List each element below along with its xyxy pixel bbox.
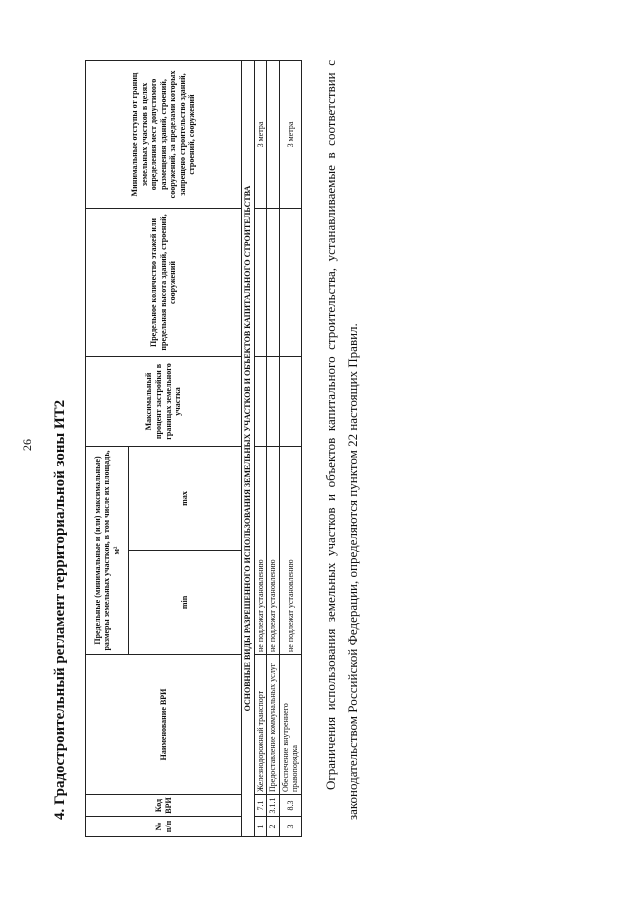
regulation-table: [85, 60, 302, 837]
row-percent: [279, 357, 301, 447]
row-percent: [267, 357, 280, 447]
row-floors: [254, 209, 267, 357]
header-setback: Минимальные отступы от границ земельных участков в целях определения мест допустимого размещения зданий, строений, сооружений, за пределами которых запрещено строительство зданий, строений, сооружений: [86, 61, 242, 209]
row-sizes: не подлежат установлению: [254, 447, 267, 655]
row-setback: 3 метра: [254, 61, 267, 209]
row-floors: [267, 209, 280, 357]
paragraph-text: Ограничения использования земельных участков и объектов капитального строительства, устанавливаемые в соответствии с законодательством Российской Федерации, определяются пунктом 22 настоящих Правил.: [323, 60, 361, 820]
page-title: 4. Градостроительный регламент территориальной зоны ИТ2: [52, 399, 68, 820]
header-sizes: Предельные (минимальные и (или) максимальные) размеры земельных участков, в том числе их площадь, м²: [86, 447, 129, 655]
header-max: max: [129, 447, 242, 551]
section-title: ОСНОВНЫЕ ВИДЫ РАЗРЕШЕННОГО ИСПОЛЬЗОВАНИЯ ЗЕМЕЛЬНЫХ УЧАСТКОВ И ОБЪЕКТОВ КАПИТАЛЬНОГО СТРОИТЕЛЬСТВА: [242, 61, 255, 837]
row-name: Предоставление коммунальных услуг: [267, 655, 280, 795]
row-floors: [279, 209, 301, 357]
row-code: 3.1.1: [267, 795, 280, 817]
row-num: 1: [254, 817, 267, 837]
table-row: [267, 61, 280, 837]
row-sizes: не подлежат установлению: [279, 447, 301, 655]
row-num: 3: [279, 817, 301, 837]
header-percent: Максимальный процент застройки в границах земельного участка: [86, 357, 242, 447]
header-code: Код ВРИ: [86, 795, 242, 817]
row-name: Железнодорожный транспорт: [254, 655, 267, 795]
row-setback: 3 метра: [279, 61, 301, 209]
row-name: Обеспечение внутреннего правопорядка: [279, 655, 301, 795]
row-code: 7.1: [254, 795, 267, 817]
row-setback: [267, 61, 280, 209]
header-num: № п/п: [86, 817, 242, 837]
row-sizes: не подлежат установлению: [267, 447, 280, 655]
row-code: 8.3: [279, 795, 301, 817]
header-name: Наименование ВРИ: [86, 655, 242, 795]
table-row: [254, 61, 267, 837]
restrictions-paragraph: [320, 60, 364, 820]
row-percent: [254, 357, 267, 447]
header-floors: Предельное количество этажей или предельная высота зданий, строений, сооружений: [86, 209, 242, 357]
row-num: 2: [267, 817, 280, 837]
table-row: [279, 61, 301, 837]
header-min: min: [129, 551, 242, 655]
page-number: 26: [20, 439, 34, 451]
